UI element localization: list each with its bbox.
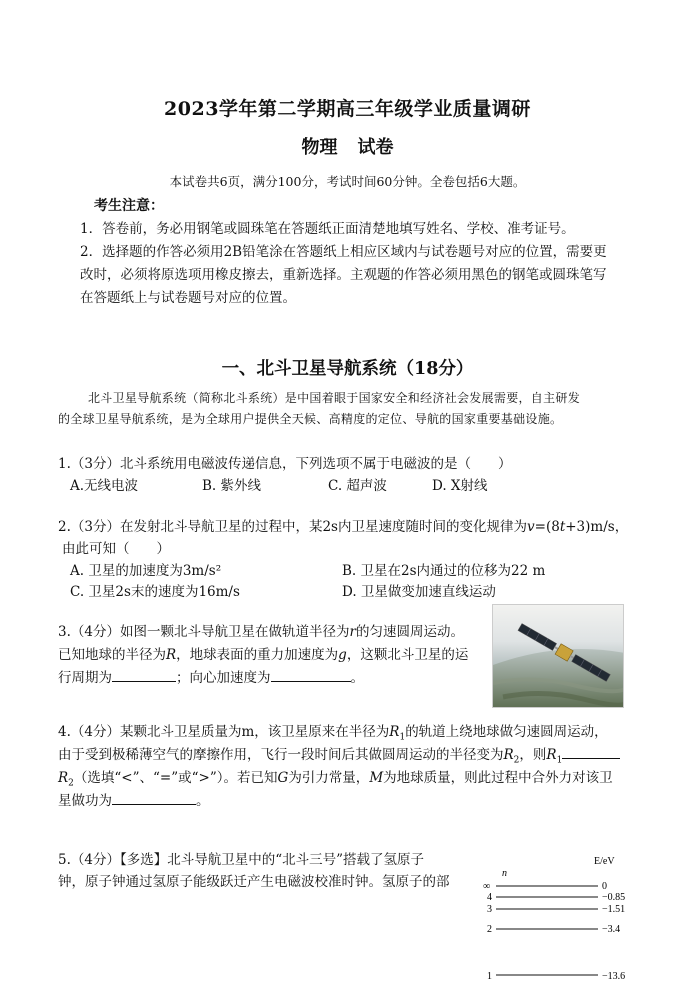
q2-option-d: D. 卫星做变加速直线运动 <box>342 584 496 600</box>
notice-heading: 考生注意： <box>94 198 164 214</box>
energy-level-e-4: −0.85 <box>602 892 626 903</box>
notice-item-2-line-1: 2．选择题的作答必须用2B铅笔涂在答题纸上相应区域内与试卷题号对应的位置，需要更 <box>80 244 607 260</box>
section-1-desc-line-1: 北斗卫星导航系统（简称北斗系统）是中国着眼于国家安全和经济社会发展需要，自主研发 <box>88 391 581 405</box>
satellite-illustration <box>493 605 624 708</box>
notice-item-1: 1．答卷前，务必用钢笔或圆珠笔在答题纸正面清楚地填写姓名、学校、准考证号。 <box>80 221 575 237</box>
energy-level-n-2: 2 <box>487 924 492 935</box>
exam-title: 2023学年第二学期高三年级学业质量调研 <box>164 98 531 120</box>
q4-line-4: 星做功为 。 <box>58 793 210 809</box>
q2-stem-line-1: 2.（3分）在发射北斗导航卫星的过程中，某2s内卫星速度随时间的变化规律为v=(8t+3)m/s， <box>58 519 629 535</box>
energy-level-n-1: 1 <box>487 971 492 982</box>
q4-line-1: 4.（4分）某颗北斗卫星质量为m，该卫星原来在半径为$R_1$的轨道上绕地球做匀速圆周运动， <box>58 724 608 743</box>
q3-line-3: 行周期为 ；向心加速度为 。 <box>58 670 364 686</box>
q1-option-b: B. 紫外线 <box>202 478 262 494</box>
notice-item-2-line-2: 改时，必须将原选项用橡皮擦去，重新选择。主观题的作答必须用黑色的钢笔或圆珠笔写 <box>80 267 607 283</box>
q2-stem-line-2: 由此可知（ ） <box>62 541 170 557</box>
q3-acceleration-blank[interactable] <box>271 668 351 682</box>
energy-level-e-2: −3.4 <box>602 924 621 935</box>
notice-item-2-line-3: 在答题纸上与试卷题号对应的位置。 <box>80 290 296 306</box>
q4-line-2: 由于受到极稀薄空气的摩擦作用，飞行一段时间后其做圆周运动的半径变为$R_2$，则$R_1$ <box>58 743 620 766</box>
q5-line-2: 钟，原子钟通过氢原子能级跃迁产生电磁波校准时钟。氢原子的部 <box>58 874 450 890</box>
q3-period-blank[interactable] <box>112 668 176 682</box>
q1-option-c: C. 超声波 <box>328 478 387 494</box>
q5-line-1: 5.（4分）【多选】北斗导航卫星中的“北斗三号”搭载了氢原子 <box>58 852 425 868</box>
q3-line-2: 已知地球的半径为R，地球表面的重力加速度为g，这颗北斗卫星的运 <box>58 647 469 663</box>
q4-work-blank[interactable] <box>112 791 196 805</box>
energy-level-e-inf: 0 <box>602 881 607 892</box>
q3-line-1: 3.（4分）如图一颗北斗导航卫星在做轨道半径为r的匀速圆周运动。 <box>58 624 464 640</box>
q2-option-b: B. 卫星在2s内通过的位移为22 m <box>342 563 546 579</box>
section-1-title: 一、北斗卫星导航系统（18分） <box>221 359 474 379</box>
energy-level-e-3: −1.51 <box>602 904 626 915</box>
energy-level-n-inf: ∞ <box>483 881 491 892</box>
exam-subtitle <box>0 133 695 159</box>
energy-level-e-1: −13.6 <box>602 971 626 982</box>
paper-label: 试卷 <box>357 137 394 158</box>
energy-level-n-3: 3 <box>487 904 492 915</box>
q4-compare-blank[interactable] <box>562 745 620 759</box>
exam-intro: 本试卷共6页，满分100分，考试时间60分钟。全卷包括6大题。 <box>169 174 526 189</box>
q1-stem: 1.（3分）北斗系统用电磁波传递信息，下列选项不属于电磁波的是（ ） <box>58 456 512 472</box>
energy-level-n-4: 4 <box>487 892 492 903</box>
q4-line-3: $R_2$（选填“<”、“=”或“>”）。若已知G为引力常量，M为地球质量，则此过程中合外力对该卫 <box>58 770 613 789</box>
energy-n-label: n <box>502 868 507 879</box>
subject-label: 物理 <box>301 137 338 158</box>
section-1-desc-line-2: 的全球卫星导航系统，是为全球用户提供全天候、高精度的定位、导航的国家重要基础设施。 <box>58 412 563 426</box>
q1-option-a: A.无线电波 <box>70 478 139 494</box>
energy-e-label: E/eV <box>594 856 615 867</box>
q2-option-a: A. 卫星的加速度为3m/s² <box>70 563 222 579</box>
q2-option-c: C. 卫星2s末的速度为16m/s <box>70 584 240 600</box>
q1-option-d: D. X射线 <box>432 478 488 494</box>
hydrogen-energy-level-diagram <box>478 855 648 983</box>
satellite-photo <box>492 604 624 708</box>
